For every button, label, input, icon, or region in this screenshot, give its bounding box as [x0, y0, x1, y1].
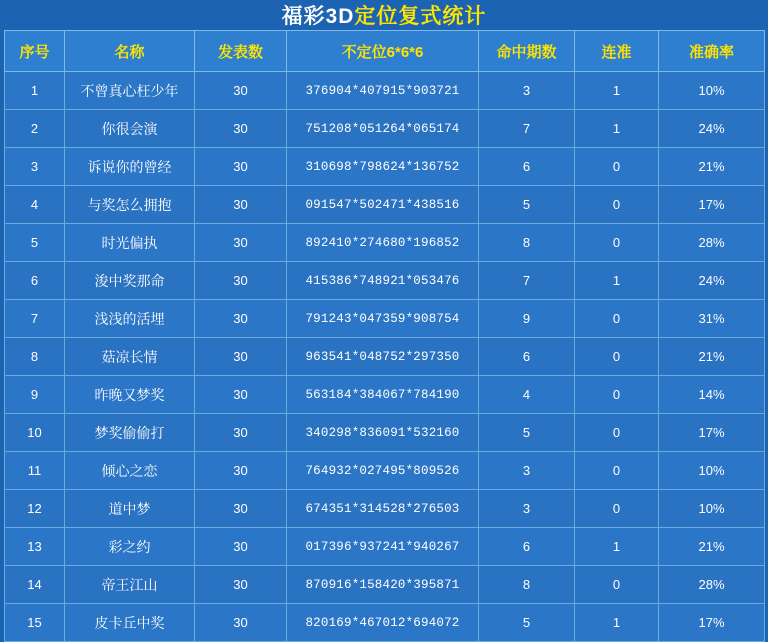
column-header-streak: 连准 [575, 31, 659, 72]
table-row [5, 452, 765, 490]
cell-hits: 6 [479, 338, 575, 376]
cell-name: 浅浅的活埋 [65, 300, 195, 338]
cell-combo: 415386*748921*053476 [287, 262, 479, 300]
cell-rate: 28% [659, 566, 765, 604]
cell-name: 倾心之恋 [65, 452, 195, 490]
cell-hits: 3 [479, 452, 575, 490]
cell-rate: 31% [659, 300, 765, 338]
cell-combo: 751208*051264*065174 [287, 110, 479, 148]
cell-name: 与奖怎么拥抱 [65, 186, 195, 224]
cell-name: 时光偏执 [65, 224, 195, 262]
cell-index: 9 [5, 376, 65, 414]
statistics-table [4, 30, 765, 642]
cell-index: 12 [5, 490, 65, 528]
column-header-hits: 命中期数 [479, 31, 575, 72]
cell-posts: 30 [195, 528, 287, 566]
cell-streak: 0 [575, 186, 659, 224]
column-header-combo: 不定位6*6*6 [287, 31, 479, 72]
cell-streak: 0 [575, 490, 659, 528]
cell-streak: 0 [575, 224, 659, 262]
cell-index: 1 [5, 72, 65, 110]
cell-index: 15 [5, 604, 65, 642]
cell-index: 3 [5, 148, 65, 186]
table-row [5, 110, 765, 148]
cell-combo: 870916*158420*395871 [287, 566, 479, 604]
cell-index: 4 [5, 186, 65, 224]
cell-hits: 7 [479, 110, 575, 148]
cell-posts: 30 [195, 224, 287, 262]
column-header-name: 名称 [65, 31, 195, 72]
table-header [5, 31, 765, 72]
table-row [5, 338, 765, 376]
cell-posts: 30 [195, 186, 287, 224]
cell-hits: 4 [479, 376, 575, 414]
cell-posts: 30 [195, 262, 287, 300]
cell-streak: 1 [575, 110, 659, 148]
cell-streak: 0 [575, 300, 659, 338]
cell-rate: 10% [659, 452, 765, 490]
cell-streak: 1 [575, 604, 659, 642]
cell-posts: 30 [195, 72, 287, 110]
cell-rate: 21% [659, 528, 765, 566]
cell-name: 帝王江山 [65, 566, 195, 604]
cell-index: 11 [5, 452, 65, 490]
cell-combo: 376904*407915*903721 [287, 72, 479, 110]
table-row [5, 376, 765, 414]
cell-combo: 963541*048752*297350 [287, 338, 479, 376]
cell-hits: 5 [479, 186, 575, 224]
column-header-rate: 准确率 [659, 31, 765, 72]
cell-posts: 30 [195, 338, 287, 376]
cell-rate: 17% [659, 414, 765, 452]
cell-combo: 892410*274680*196852 [287, 224, 479, 262]
cell-posts: 30 [195, 110, 287, 148]
cell-hits: 5 [479, 604, 575, 642]
cell-rate: 21% [659, 338, 765, 376]
cell-posts: 30 [195, 566, 287, 604]
cell-posts: 30 [195, 300, 287, 338]
cell-name: 皮卡丘中奖 [65, 604, 195, 642]
cell-index: 7 [5, 300, 65, 338]
cell-streak: 0 [575, 566, 659, 604]
table-body [5, 72, 765, 642]
table-row [5, 566, 765, 604]
cell-hits: 6 [479, 148, 575, 186]
cell-name: 彩之约 [65, 528, 195, 566]
cell-combo: 674351*314528*276503 [287, 490, 479, 528]
cell-name: 道中梦 [65, 490, 195, 528]
cell-combo: 820169*467012*694072 [287, 604, 479, 642]
table-container [0, 30, 768, 642]
page-title-accent: 定位复式统计 [354, 5, 487, 28]
cell-streak: 0 [575, 452, 659, 490]
cell-hits: 9 [479, 300, 575, 338]
cell-index: 2 [5, 110, 65, 148]
cell-rate: 10% [659, 490, 765, 528]
column-header-posts: 发表数 [195, 31, 287, 72]
cell-name: 菇凉长情 [65, 338, 195, 376]
cell-name: 梦奖偷偷打 [65, 414, 195, 452]
cell-name: 昨晚又梦奖 [65, 376, 195, 414]
cell-streak: 1 [575, 528, 659, 566]
cell-name: 诉说你的曾经 [65, 148, 195, 186]
column-header-index: 序号 [5, 31, 65, 72]
cell-combo: 764932*027495*809526 [287, 452, 479, 490]
cell-rate: 10% [659, 72, 765, 110]
page-title [282, 0, 487, 30]
cell-index: 5 [5, 224, 65, 262]
cell-hits: 7 [479, 262, 575, 300]
cell-name: 不曾真心枉少年 [65, 72, 195, 110]
cell-posts: 30 [195, 490, 287, 528]
cell-posts: 30 [195, 376, 287, 414]
cell-combo: 340298*836091*532160 [287, 414, 479, 452]
table-row [5, 300, 765, 338]
table-row [5, 148, 765, 186]
cell-index: 8 [5, 338, 65, 376]
cell-hits: 3 [479, 72, 575, 110]
cell-rate: 17% [659, 604, 765, 642]
cell-posts: 30 [195, 414, 287, 452]
cell-hits: 6 [479, 528, 575, 566]
cell-streak: 0 [575, 338, 659, 376]
cell-index: 13 [5, 528, 65, 566]
cell-rate: 17% [659, 186, 765, 224]
page-title-prefix: 福彩3D [281, 5, 355, 28]
cell-index: 10 [5, 414, 65, 452]
cell-rate: 28% [659, 224, 765, 262]
table-row [5, 72, 765, 110]
cell-streak: 1 [575, 262, 659, 300]
cell-combo: 091547*502471*438516 [287, 186, 479, 224]
table-row [5, 262, 765, 300]
cell-rate: 21% [659, 148, 765, 186]
cell-hits: 8 [479, 566, 575, 604]
cell-streak: 0 [575, 376, 659, 414]
cell-combo: 017396*937241*940267 [287, 528, 479, 566]
table-row [5, 186, 765, 224]
cell-index: 6 [5, 262, 65, 300]
cell-index: 14 [5, 566, 65, 604]
cell-hits: 5 [479, 414, 575, 452]
cell-posts: 30 [195, 148, 287, 186]
table-row [5, 224, 765, 262]
cell-posts: 30 [195, 604, 287, 642]
cell-name: 浚中奖那命 [65, 262, 195, 300]
cell-combo: 791243*047359*908754 [287, 300, 479, 338]
cell-posts: 30 [195, 452, 287, 490]
cell-rate: 24% [659, 262, 765, 300]
cell-streak: 0 [575, 148, 659, 186]
cell-name: 你很会演 [65, 110, 195, 148]
table-row [5, 528, 765, 566]
table-header-row [5, 31, 765, 72]
cell-streak: 0 [575, 414, 659, 452]
cell-combo: 310698*798624*136752 [287, 148, 479, 186]
cell-hits: 8 [479, 224, 575, 262]
table-row [5, 414, 765, 452]
table-row [5, 604, 765, 642]
cell-rate: 24% [659, 110, 765, 148]
cell-hits: 3 [479, 490, 575, 528]
cell-rate: 14% [659, 376, 765, 414]
cell-combo: 563184*384067*784190 [287, 376, 479, 414]
title-bar [0, 0, 768, 30]
cell-streak: 1 [575, 72, 659, 110]
table-row [5, 490, 765, 528]
